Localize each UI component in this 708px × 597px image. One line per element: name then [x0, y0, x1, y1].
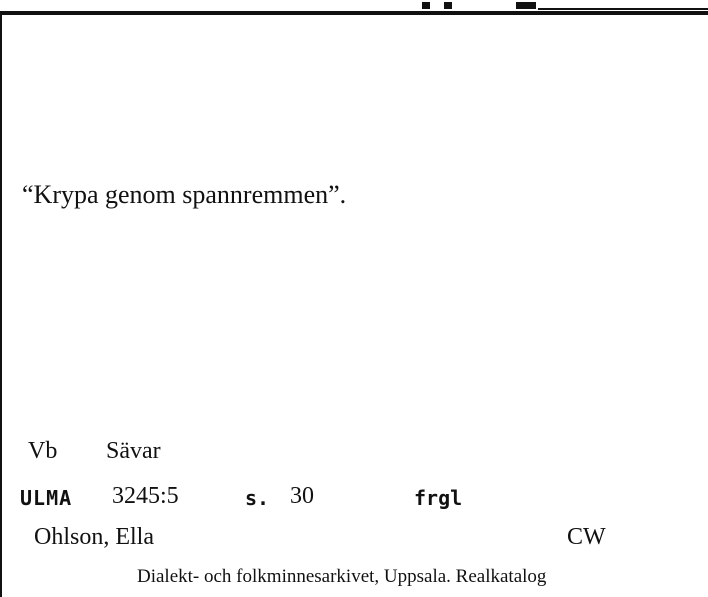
place-name: Sävar	[106, 438, 161, 464]
card-left-border	[0, 11, 2, 597]
mark	[444, 2, 452, 9]
region-code: Vb	[28, 438, 58, 464]
archive-code: ULMA	[20, 486, 73, 510]
recorder-initials: CW	[567, 524, 606, 550]
mark	[516, 2, 536, 9]
informant-name: Ohlson, Ella	[34, 524, 154, 550]
mark	[538, 8, 708, 10]
page-label: s.	[245, 486, 270, 510]
top-edge-marks	[420, 0, 708, 11]
archive-footer: Dialekt- och folkminnesarkivet, Uppsala. Realkatalog	[137, 566, 547, 587]
card-title: “Krypa genom spannremmen”.	[22, 180, 347, 209]
card-top-border	[0, 11, 708, 15]
category-code: frgl	[414, 486, 463, 510]
mark	[422, 2, 430, 9]
page-number: 30	[290, 483, 314, 509]
record-number: 3245:5	[112, 483, 179, 509]
